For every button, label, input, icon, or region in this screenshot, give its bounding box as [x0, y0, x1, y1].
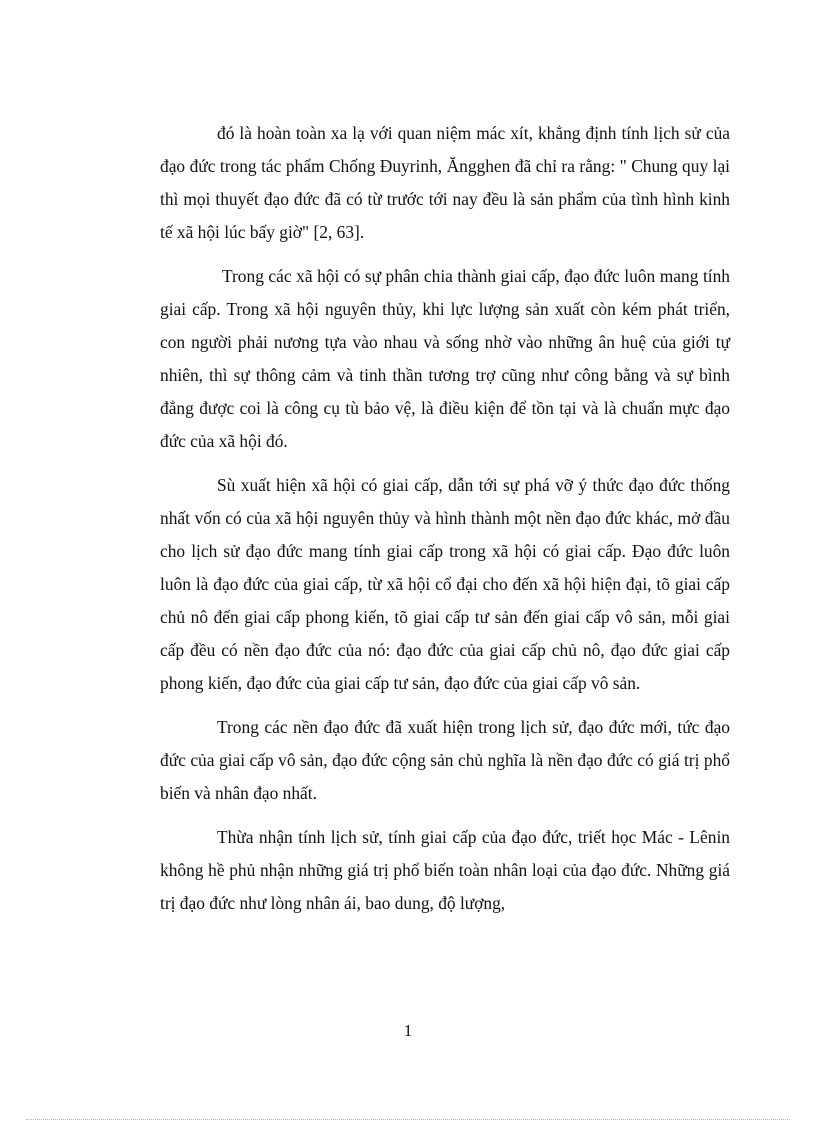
page-boundary-divider	[26, 1119, 790, 1120]
paragraph-5: Thừa nhận tính lịch sử, tính giai cấp của đạo đức, triết học Mác - Lênin không hề phủ nhận những giá trị phổ biến toàn nhân loại của đạo đức. Những giá trị đạo đức như lòng nhân ái, bao dung, độ lượng,	[160, 827, 730, 913]
paragraph-1: đó là hoàn toàn xa lạ với quan niệm mác xít, khẳng định tính lịch sử của đạo đức trong tác phẩm Chống Đuyrinh, Ăngghen đã chỉ ra rằng: " Chung quy lại thì mọi thuyết đạo đức đã có từ trước tới nay đều là sản phẩm của tình hình kinh tế xã hội lúc bấy giờ" [2, 63].	[160, 123, 730, 242]
body-text	[160, 117, 730, 931]
page-number: 1	[403, 1021, 413, 1040]
paragraph-2: Trong các xã hội có sự phân chia thành giai cấp, đạo đức luôn mang tính giai cấp. Trong xã hội nguyên thủy, khi lực lượng sản xuất còn kém phát triển, con người phải nương tựa vào nhau và sống nhờ vào những ân huệ của giới tự nhiên, thì sự thông cảm và tinh thần tương trợ cũng như công bằng và sự bình đẳng được coi là công cụ tù bảo vệ, là điều kiện để tồn tại và là chuẩn mực đạo đức của xã hội đó.	[160, 266, 730, 451]
paragraph-4: Trong các nền đạo đức đã xuất hiện trong lịch sử, đạo đức mới, tức đạo đức của giai cấp vô sản, đạo đức cộng sản chủ nghĩa là nền đạo đức có giá trị phổ biến và nhân đạo nhất.	[160, 717, 730, 803]
paragraph-3: Sù xuất hiện xã hội có giai cấp, dẫn tới sự phá vỡ ý thức đạo đức thống nhất vốn có của xã hội nguyên thủy và hình thành một nền đạo đức khác, mở đầu cho lịch sử đạo đức mang tính giai cấp trong xã hội có giai cấp. Đạo đức luôn luôn là đạo đức của giai cấp, từ xã hội cổ đại cho đến xã hội hiện đại, tõ giai cấp chủ nô đến giai cấp phong kiến, tõ giai cấp tư sản đến giai cấp vô sản, mỗi giai cấp đều có nền đạo đức của nó: đạo đức của giai cấp chủ nô, đạo đức giai cấp phong kiến, đạo đức của giai cấp tư sản, đạo đức của giai cấp vô sản.	[160, 475, 730, 693]
